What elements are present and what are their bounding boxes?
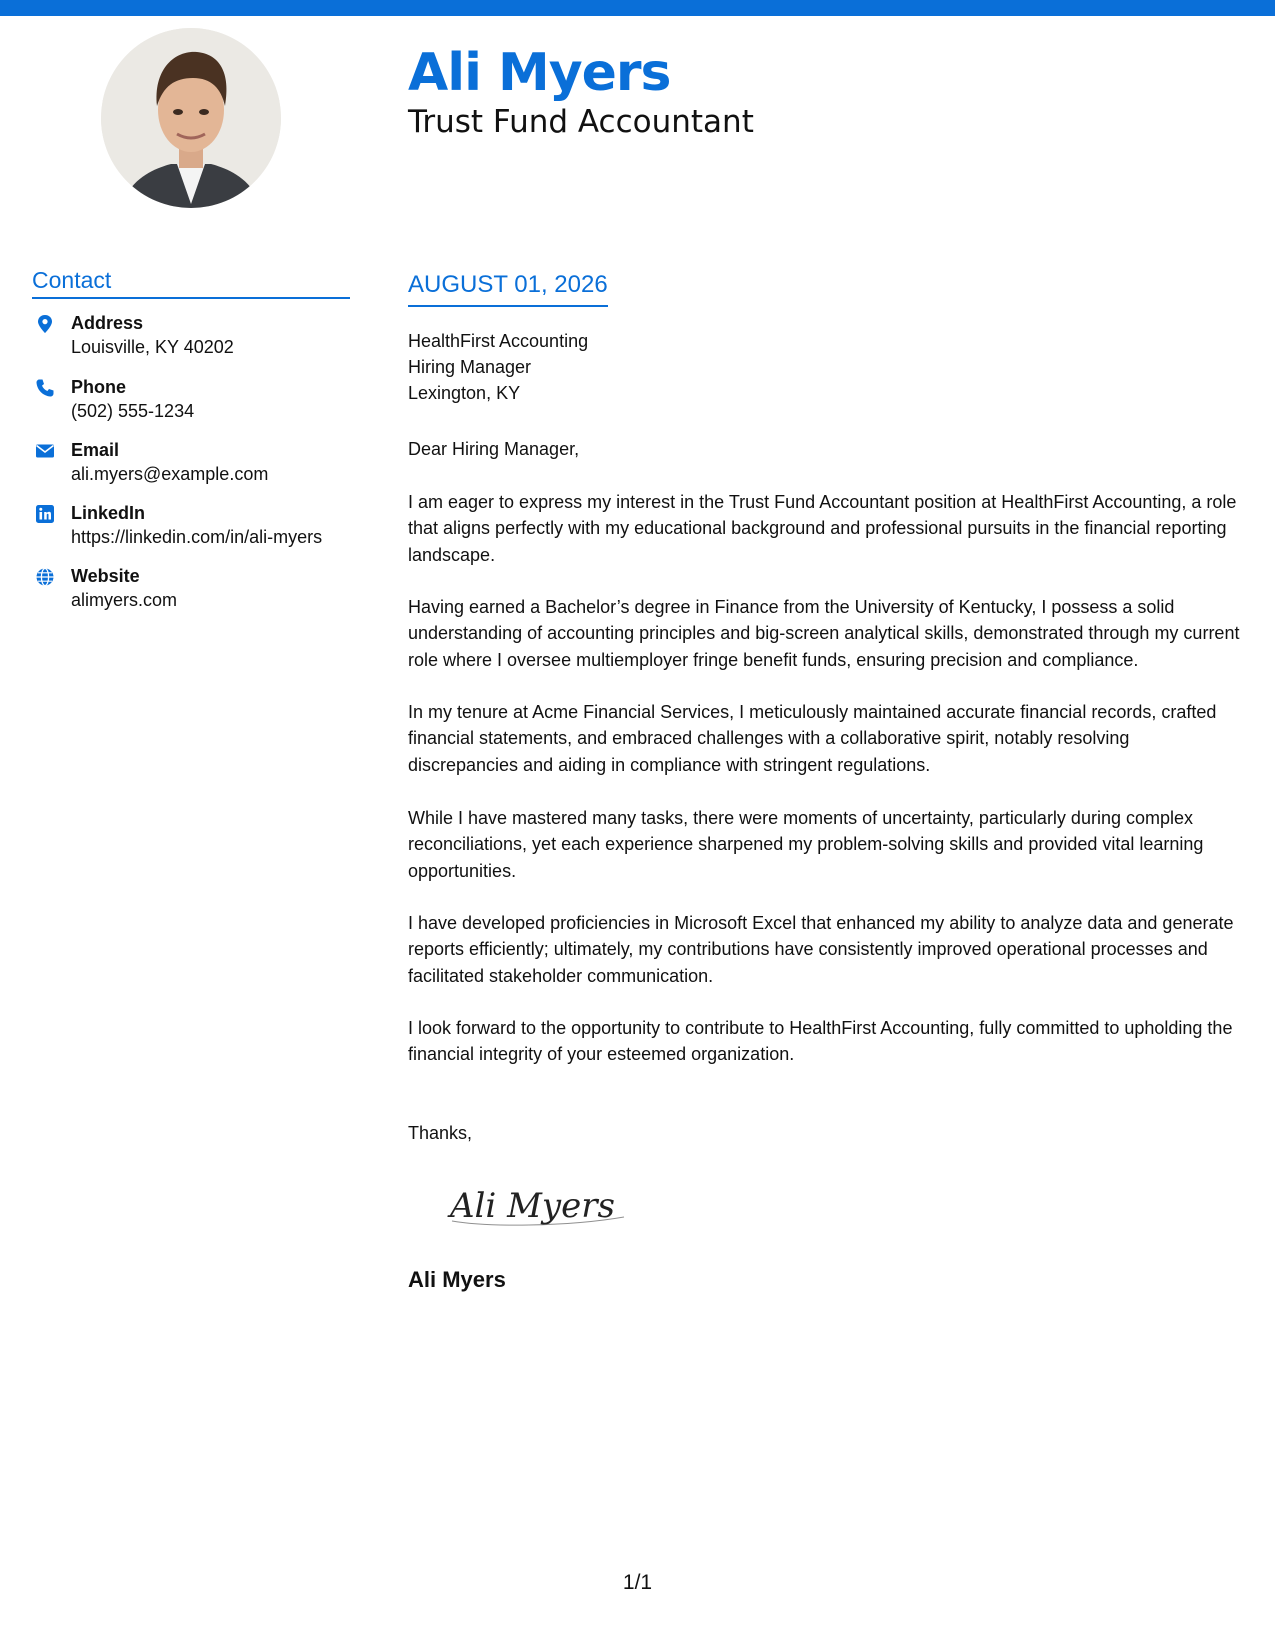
globe-icon (35, 567, 55, 587)
top-accent-bar (0, 0, 1275, 16)
contact-heading: Contact (32, 266, 350, 299)
page-number: 1/1 (622, 1571, 653, 1594)
address-label: Address (71, 313, 144, 333)
linkedin-label: LinkedIn (71, 503, 146, 523)
recipient-company: HealthFirst Accounting (408, 331, 589, 351)
website-label: Website (71, 566, 140, 586)
phone-value: (502) 555-1234 (71, 401, 195, 421)
letter-paragraph: I have developed proficiencies in Microsoft Excel that enhanced my ability to analyze data and generate reports efficiently; ultimately, my contributions have consistently improved operational processes and facilitated stakeholder communication. (408, 913, 1234, 986)
salutation: Dear Hiring Manager, (408, 439, 580, 459)
linkedin-value[interactable]: https://linkedin.com/in/ali-myers (71, 527, 323, 547)
letter-paragraph: I am eager to express my interest in the Trust Fund Accountant position at HealthFirst Accounting, a role that aligns perfectly with my educational background and professional pursuits in the financial reporting landscape. (408, 492, 1237, 565)
signer-name: Ali Myers (408, 1267, 506, 1292)
email-value[interactable]: ali.myers@example.com (71, 464, 269, 484)
closing: Thanks, (408, 1123, 473, 1143)
linkedin-icon (35, 504, 55, 524)
recipient-location: Lexington, KY (408, 383, 521, 403)
recipient-title: Hiring Manager (408, 357, 532, 377)
letter-paragraph: While I have mastered many tasks, there were moments of uncertainty, particularly during complex reconciliations, yet each experience sharpened my problem-solving skills and provided vital learning opportunities. (408, 808, 1204, 881)
letter-date: AUGUST 01, 2026 (408, 270, 608, 307)
letter-paragraph: Having earned a Bachelor’s degree in Finance from the University of Kentucky, I possess a solid understanding of accounting principles and big-screen analytical skills, demonstrated through my current role where I oversee multiemployer fringe benefit funds, ensuring precision and compliance. (408, 597, 1240, 670)
signature-text: Ali Myers (450, 1186, 615, 1226)
candidate-name: Ali Myers (408, 43, 671, 103)
letter-paragraph: In my tenure at Acme Financial Services, I meticulously maintained accurate financial records, crafted financial statements, and embraced challenges with a collaborative spirit, notably resolving discrepancies and aiding in compliance with stringent regulations. (408, 702, 1217, 775)
job-title: Trust Fund Accountant (408, 104, 754, 140)
handwritten-signature (446, 1177, 636, 1233)
envelope-icon (35, 441, 55, 461)
avatar (101, 28, 281, 208)
email-label: Email (71, 440, 120, 460)
address-value: Louisville, KY 40202 (71, 337, 234, 357)
map-pin-icon (35, 314, 55, 334)
phone-label: Phone (71, 377, 127, 397)
recipient-block (408, 328, 588, 406)
letter-paragraph: I look forward to the opportunity to contribute to HealthFirst Accounting, fully committed to upholding the financial integrity of your esteemed organization. (408, 1018, 1233, 1065)
phone-icon (35, 378, 55, 398)
website-value[interactable]: alimyers.com (71, 590, 178, 610)
